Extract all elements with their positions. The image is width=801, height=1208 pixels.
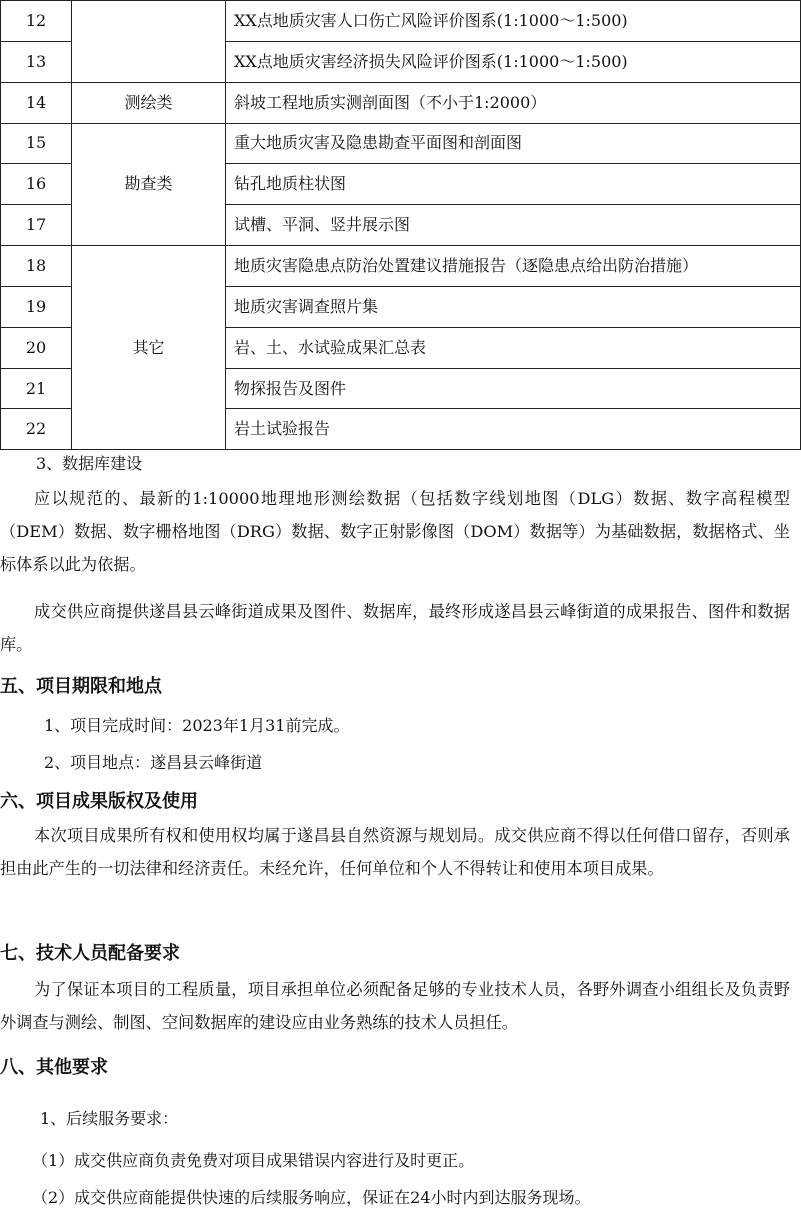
item-name: 地质灾害隐患点防治处置建议措施报告（逐隐患点给出防治措施） (226, 246, 801, 287)
row-number: 21 (1, 368, 72, 409)
row-number: 18 (1, 246, 72, 287)
item-name: 钻孔地质柱状图 (226, 164, 801, 205)
item-name: XX点地质灾害人口伤亡风险评价图系(1:1000～1:500) (226, 1, 801, 42)
item-name: 岩、土、水试验成果汇总表 (226, 327, 801, 368)
item-name: 斜坡工程地质实测剖面图（不小于1:2000） (226, 82, 801, 123)
section6-heading: 六、项目成果版权及使用 (0, 791, 198, 812)
row-number: 15 (1, 123, 72, 164)
row-number: 14 (1, 82, 72, 123)
item-name: 重大地质灾害及隐患勘查平面图和剖面图 (226, 123, 801, 164)
section7-paragraph: 为了保证本项目的工程质量，项目承担单位必须配备足够的专业技术人员，各野外调查小组组长及负责野外调查与测绘、制图、空间数据库的建设应由业务熟练的技术人员担任。 (0, 980, 790, 1032)
table-row (1, 123, 801, 164)
item-name: XX点地质灾害经济损失风险评价图系(1:1000～1:500) (226, 41, 801, 82)
row-number: 16 (1, 164, 72, 205)
item-name: 试槽、平洞、竖井展示图 (226, 205, 801, 246)
row-number: 22 (1, 409, 72, 450)
section5-item-1: 1、项目完成时间：2023年1月31前完成。 (44, 716, 350, 735)
table-row (1, 246, 801, 287)
item-name: 地质灾害调查照片集 (226, 286, 801, 327)
row-number: 12 (1, 1, 72, 42)
item-name: 物探报告及图件 (226, 368, 801, 409)
row-number: 20 (1, 327, 72, 368)
table-row (1, 1, 801, 42)
section8-heading: 八、其他要求 (0, 1057, 108, 1078)
category-cell-empty (72, 1, 226, 83)
section5-heading: 五、项目期限和地点 (0, 676, 162, 697)
row-number: 13 (1, 41, 72, 82)
table-row (1, 82, 801, 123)
section8-item-1: （1）成交供应商负责免费对项目成果错误内容进行及时更正。 (32, 1151, 475, 1170)
deliverables-table (0, 0, 801, 450)
row-number: 17 (1, 205, 72, 246)
section3-paragraph-2: 成交供应商提供遂昌县云峰街道成果及图件、数据库，最终形成遂昌县云峰街道的成果报告、图件和数据库。 (0, 602, 790, 654)
section8-subheading: 1、后续服务要求： (40, 1109, 179, 1128)
category-survey: 测绘类 (72, 82, 226, 123)
section5-item-2: 2、项目地点：遂昌县云峰街道 (44, 753, 263, 772)
section3-paragraph-1: 应以规范的、最新的1:10000地理地形测绘数据（包括数字线划地图（DLG）数据、数字高程模型（DEM）数据、数字栅格地图（DRG）数据、数字正射影像图（DOM）数据等）为基础数据，数据格式、坐标体系以此为依据。 (0, 489, 790, 574)
category-other: 其它 (72, 246, 226, 450)
section8-item-2: （2）成交供应商能提供快速的后续服务响应，保证在24小时内到达服务现场。 (32, 1188, 591, 1207)
section6-paragraph: 本次项目成果所有权和使用权均属于遂昌县自然资源与规划局。成交供应商不得以任何借口留存，否则承担由此产生的一切法律和经济责任。未经允许，任何单位和个人不得转让和使用本项目成果。 (0, 826, 790, 878)
section7-heading: 七、技术人员配备要求 (0, 943, 180, 964)
section3-heading: 3、数据库建设 (36, 454, 143, 473)
category-exploration: 勘查类 (72, 123, 226, 246)
item-name: 岩土试验报告 (226, 409, 801, 450)
row-number: 19 (1, 286, 72, 327)
